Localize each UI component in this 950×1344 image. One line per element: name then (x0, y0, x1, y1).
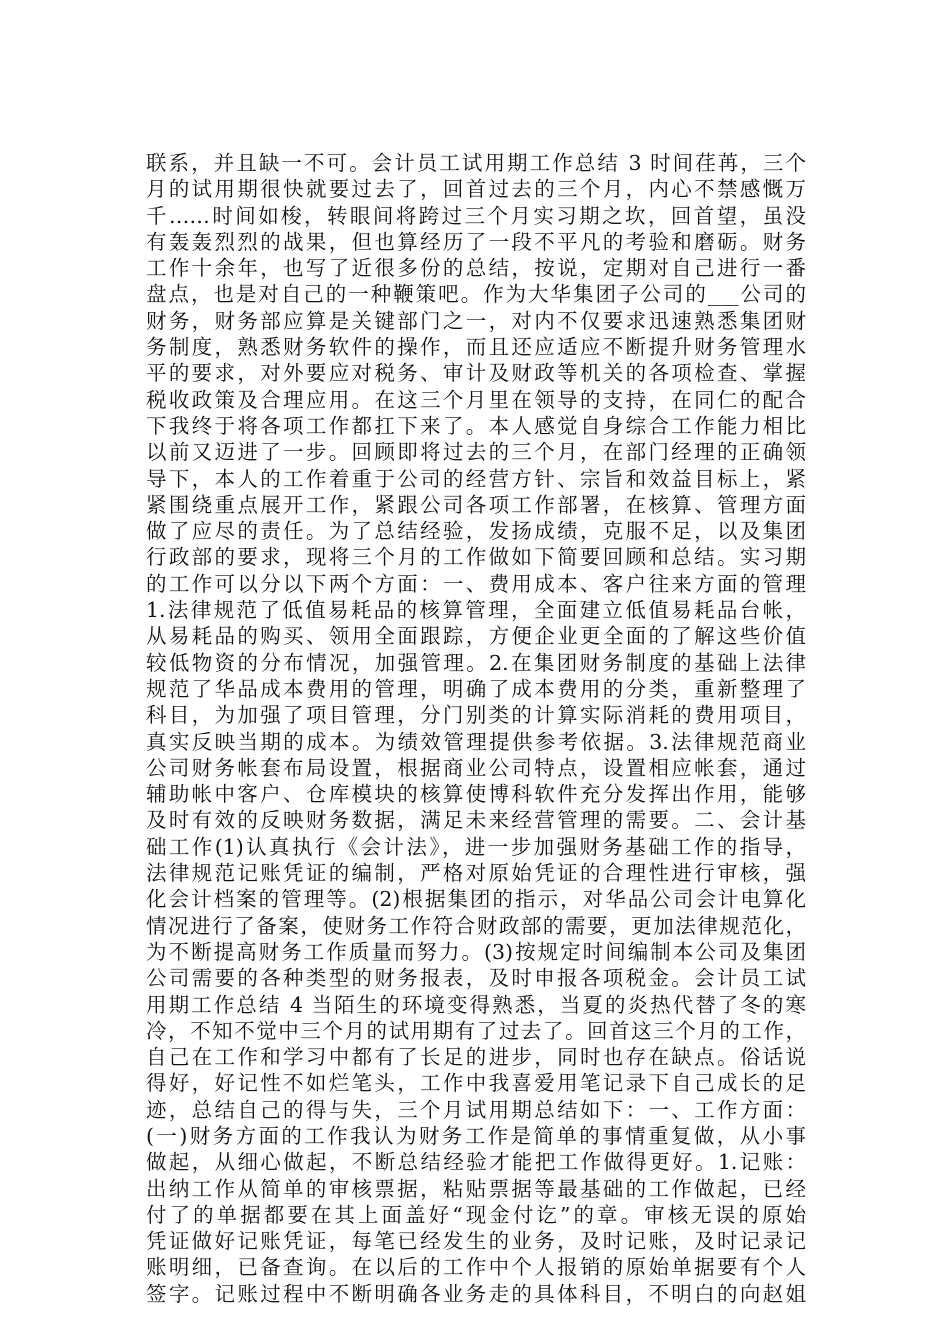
text-line: (一)财务方面的工作我认为财务工作是简单的事情重复做，从小事 (146, 1123, 806, 1148)
text-line: 出纳工作从简单的审核票据，粘贴票据等最基础的工作做起，已经 (146, 1176, 806, 1201)
text-line: 化会计档案的管理等。(2)根据集团的指示，对华品公司会计电算化 (146, 887, 806, 912)
text-line: 真实反映当期的成本。为绩效管理提供参考依据。3.法律规范商业 (146, 729, 806, 754)
text-line: 为不断提高财务工作质量而努力。(3)按规定时间编制本公司及集团 (146, 939, 806, 964)
text-line: 科目，为加强了项目管理，分门别类的计算实际消耗的费用项目， (146, 703, 806, 728)
text-line: 联系，并且缺一不可。会计员工试用期工作总结 3 时间荏苒，三个 (146, 151, 806, 175)
text-line: 财务，财务部应算是关键部门之一，对内不仅要求迅速熟悉集团财 (146, 308, 806, 333)
text-line: 公司财务帐套布局设置，根据商业公司特点，设置相应帐套，通过 (146, 755, 806, 780)
text-line: 平的要求，对外要应对税务、审计及财政等机关的各项检查、掌握 (146, 361, 806, 386)
text-line: 行政部的要求，现将三个月的工作做如下简要回顾和总结。实习期 (146, 545, 806, 570)
text-line: 及时有效的反映财务数据，满足未来经营管理的需要。二、会计基 (146, 808, 806, 833)
text-line: 税收政策及合理应用。在这三个月里在领导的支持，在同仁的配合 (146, 387, 806, 412)
text-line: 情况进行了备案，使财务工作符合财政部的需要，更加法律规范化， (146, 913, 806, 938)
text-line: 千……时间如梭，转眼间将跨过三个月实习期之坎，回首望，虽没 (146, 203, 806, 228)
text-line: 工作十余年，也写了近很多份的总结，按说，定期对自己进行一番 (146, 256, 806, 281)
text-line: 辅助帐中客户、仓库模块的核算使博科软件充分发挥出作用，能够 (146, 782, 806, 807)
text-line: 从易耗品的购买、领用全面跟踪，方便企业更全面的了解这些价值 (146, 624, 806, 649)
text-line: 付了的单据都要在其上面盖好“现金付讫”的章。审核无误的原始 (146, 1202, 806, 1227)
text-line: 冷，不知不觉中三个月的试用期有了过去了。回首这三个月的工作， (146, 1018, 806, 1043)
text-line: 公司需要的各种类型的财务报表，及时申报各项税金。会计员工试 (146, 966, 806, 991)
text-line: 的工作可以分以下两个方面：一、费用成本、客户往来方面的管理 (146, 571, 806, 596)
text-line: 自己在工作和学习中都有了长足的进步，同时也存在缺点。俗话说 (146, 1045, 806, 1070)
text-line: 务制度，熟悉财务软件的操作，而且还应适应不断提升财务管理水 (146, 335, 806, 360)
text-line: 迹，总结自己的得与失，三个月试用期总结如下：一、工作方面： (146, 1097, 806, 1122)
text-line: 凭证做好记账凭证，每笔已经发生的业务，及时记账，及时记录记 (146, 1229, 806, 1254)
text-line: 月的试用期很快就要过去了，回首过去的三个月，内心不禁感慨万 (146, 177, 806, 202)
text-line: 导下，本人的工作着重于公司的经营方针、宗旨和效益目标上，紧 (146, 466, 806, 491)
text-line: 用期工作总结 4 当陌生的环境变得熟悉，当夏的炎热代替了冬的寒 (146, 992, 806, 1017)
text-line: 法律规范记账凭证的编制，严格对原始凭证的合理性进行审核，强 (146, 861, 806, 886)
text-line: 做了应尽的责任。为了总结经验，发扬成绩，克服不足，以及集团 (146, 519, 806, 544)
text-line: 较低物资的分布情况，加强管理。2.在集团财务制度的基础上法律 (146, 650, 806, 675)
text-line: 1.法律规范了低值易耗品的核算管理，全面建立低值易耗品台帐， (146, 598, 806, 623)
text-line: 账明细，已备查询。在以后的工作中个人报销的原始单据要有个人 (146, 1255, 806, 1280)
text-line: 以前又迈进了一步。回顾即将过去的三个月，在部门经理的正确领 (146, 440, 806, 465)
text-line: 盘点，也是对自己的一种鞭策吧。作为大华集团子公司的___公司的 (146, 282, 806, 307)
body-text (146, 150, 806, 1307)
text-line: 做起，从细心做起，不断总结经验才能把工作做得更好。1.记账： (146, 1150, 806, 1175)
text-line: 下我终于将各项工作都扛下来了。本人感觉自身综合工作能力相比 (146, 413, 806, 438)
text-line: 规范了华品成本费用的管理，明确了成本费用的分类，重新整理了 (146, 676, 806, 701)
text-line: 签字。记账过程中不断明确各业务走的具体科目，不明白的向赵姐 (146, 1281, 806, 1306)
text-line: 有轰轰烈烈的战果，但也算经历了一段不平凡的考验和磨砺。财务 (146, 229, 806, 254)
text-line: 得好，好记性不如烂笔头，工作中我喜爱用笔记录下自己成长的足 (146, 1071, 806, 1096)
text-line: 础工作(1)认真执行《会计法》，进一步加强财务基础工作的指导， (146, 834, 806, 859)
text-line: 紧围绕重点展开工作，紧跟公司各项工作部署，在核算、管理方面 (146, 492, 806, 517)
